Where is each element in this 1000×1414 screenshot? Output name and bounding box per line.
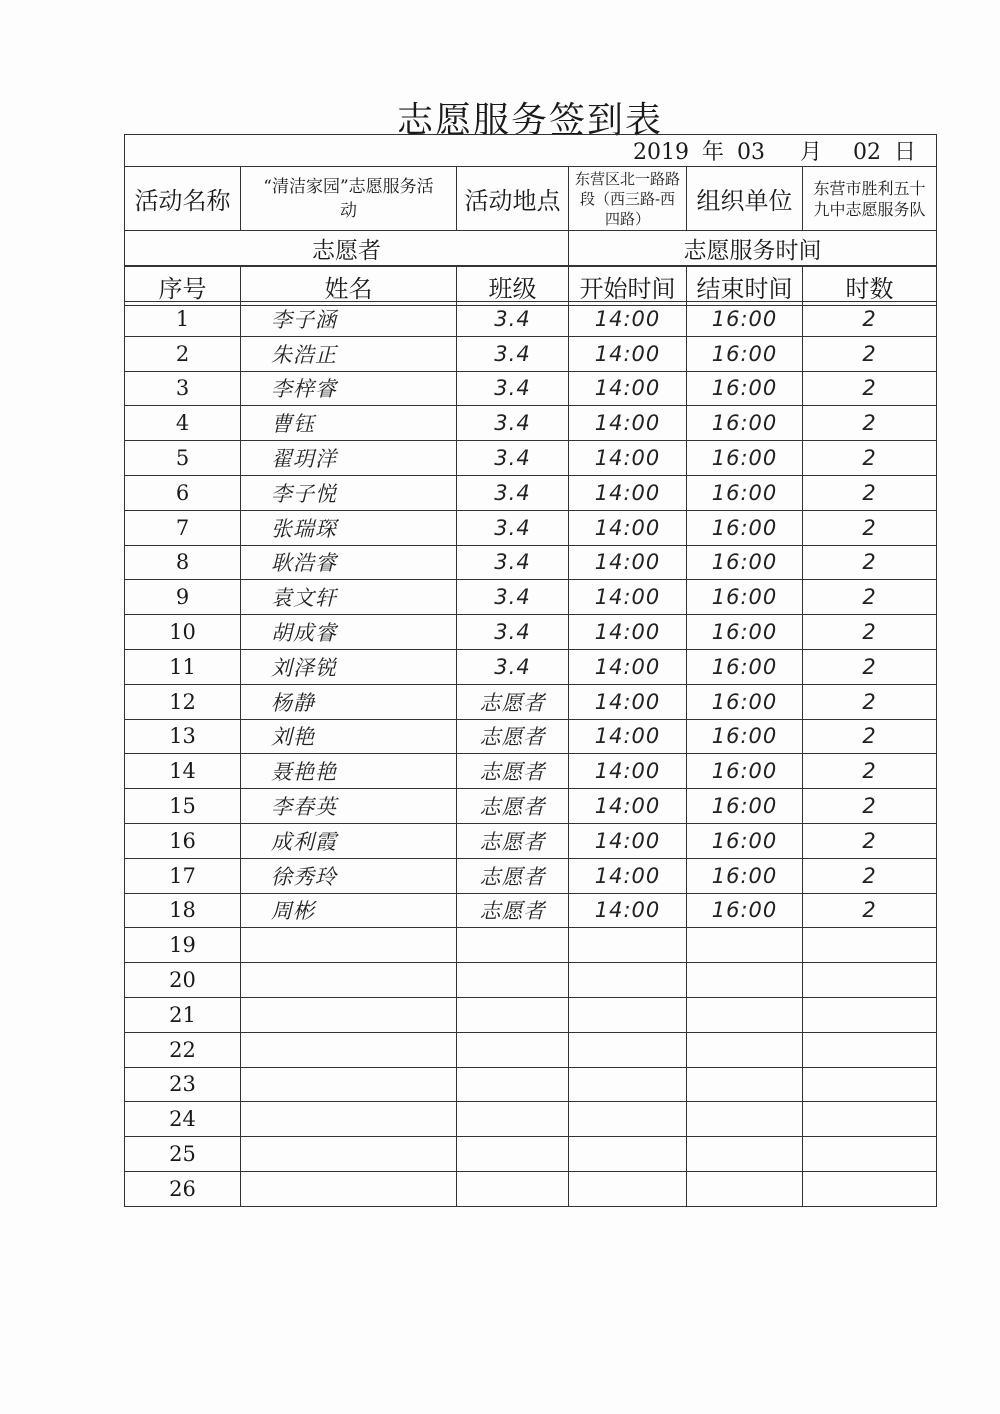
table-row bbox=[125, 928, 937, 963]
row-no: 2 bbox=[125, 336, 241, 371]
table-row bbox=[125, 1067, 937, 1102]
table-row bbox=[125, 302, 937, 337]
row-end: 16:00 bbox=[687, 336, 803, 371]
date-month-label: 月 bbox=[799, 140, 822, 165]
row-no: 12 bbox=[125, 684, 241, 719]
row-hours bbox=[803, 997, 937, 1032]
row-start: 14:00 bbox=[569, 475, 687, 510]
row-start: 14:00 bbox=[569, 649, 687, 684]
row-no: 11 bbox=[125, 649, 241, 684]
row-no: 16 bbox=[125, 823, 241, 858]
row-end: 16:00 bbox=[687, 302, 803, 337]
row-end bbox=[687, 928, 803, 963]
organizer-value: 东营市胜利五十九中志愿服务队 bbox=[803, 167, 937, 231]
row-hours: 2 bbox=[803, 754, 937, 789]
row-class: 3.4 bbox=[457, 510, 569, 545]
row-end: 16:00 bbox=[687, 719, 803, 754]
group-row bbox=[125, 231, 937, 266]
row-class: 3.4 bbox=[457, 615, 569, 650]
row-name: 徐秀玲 bbox=[241, 858, 457, 893]
row-name: 翟玥洋 bbox=[241, 441, 457, 476]
row-start bbox=[569, 1171, 687, 1206]
row-name: 胡成睿 bbox=[241, 615, 457, 650]
row-class: 3.4 bbox=[457, 475, 569, 510]
row-class bbox=[457, 1032, 569, 1067]
row-no: 4 bbox=[125, 406, 241, 441]
row-start bbox=[569, 1067, 687, 1102]
row-start: 14:00 bbox=[569, 580, 687, 615]
row-hours: 2 bbox=[803, 893, 937, 928]
row-hours: 2 bbox=[803, 719, 937, 754]
row-start: 14:00 bbox=[569, 719, 687, 754]
row-end: 16:00 bbox=[687, 754, 803, 789]
row-end: 16:00 bbox=[687, 893, 803, 928]
row-hours: 2 bbox=[803, 302, 937, 337]
row-end: 16:00 bbox=[687, 823, 803, 858]
col-class: 班级 bbox=[457, 267, 569, 306]
service-time-group-header: 志愿服务时间 bbox=[569, 231, 937, 266]
row-no: 22 bbox=[125, 1032, 241, 1067]
row-no: 7 bbox=[125, 510, 241, 545]
row-start bbox=[569, 963, 687, 998]
row-no: 9 bbox=[125, 580, 241, 615]
row-hours bbox=[803, 1171, 937, 1206]
row-start: 14:00 bbox=[569, 510, 687, 545]
date-cell bbox=[125, 135, 937, 167]
row-name: 曹钰 bbox=[241, 406, 457, 441]
row-name: 袁文轩 bbox=[241, 580, 457, 615]
row-name bbox=[241, 1102, 457, 1137]
row-class: 3.4 bbox=[457, 302, 569, 337]
row-end bbox=[687, 963, 803, 998]
row-name bbox=[241, 928, 457, 963]
row-class bbox=[457, 928, 569, 963]
table-row bbox=[125, 997, 937, 1032]
table-row bbox=[125, 1102, 937, 1137]
row-end: 16:00 bbox=[687, 510, 803, 545]
row-name: 刘泽锐 bbox=[241, 649, 457, 684]
row-no: 23 bbox=[125, 1067, 241, 1102]
table-row bbox=[125, 406, 937, 441]
row-name: 朱浩正 bbox=[241, 336, 457, 371]
row-class bbox=[457, 1067, 569, 1102]
row-class: 3.4 bbox=[457, 649, 569, 684]
row-name: 聂艳艳 bbox=[241, 754, 457, 789]
table-row bbox=[125, 545, 937, 580]
row-start: 14:00 bbox=[569, 441, 687, 476]
table-row bbox=[125, 684, 937, 719]
row-class: 志愿者 bbox=[457, 893, 569, 928]
row-no: 26 bbox=[125, 1171, 241, 1206]
row-class: 3.4 bbox=[457, 406, 569, 441]
row-hours: 2 bbox=[803, 684, 937, 719]
row-end bbox=[687, 997, 803, 1032]
row-no: 18 bbox=[125, 893, 241, 928]
row-class: 3.4 bbox=[457, 371, 569, 406]
row-end bbox=[687, 1067, 803, 1102]
row-end: 16:00 bbox=[687, 858, 803, 893]
row-end: 16:00 bbox=[687, 371, 803, 406]
row-hours bbox=[803, 1137, 937, 1172]
column-header-table bbox=[124, 266, 937, 306]
column-header-row bbox=[125, 267, 937, 306]
row-end: 16:00 bbox=[687, 475, 803, 510]
row-start: 14:00 bbox=[569, 336, 687, 371]
row-end: 16:00 bbox=[687, 684, 803, 719]
row-class bbox=[457, 1171, 569, 1206]
row-hours: 2 bbox=[803, 789, 937, 824]
signin-table-body bbox=[125, 302, 937, 1207]
table-row bbox=[125, 1032, 937, 1067]
date-month: 03 bbox=[736, 140, 765, 165]
activity-name-value: “清洁家园”志愿服务活动 bbox=[241, 167, 457, 231]
row-end bbox=[687, 1032, 803, 1067]
row-class bbox=[457, 963, 569, 998]
row-hours: 2 bbox=[803, 475, 937, 510]
row-start: 14:00 bbox=[569, 858, 687, 893]
row-hours bbox=[803, 928, 937, 963]
location-value: 东营区北一路路段（西三路-西四路） bbox=[569, 167, 687, 231]
row-start bbox=[569, 1137, 687, 1172]
row-hours: 2 bbox=[803, 858, 937, 893]
page-title: 志愿服务签到表 bbox=[396, 100, 663, 141]
table-row bbox=[125, 893, 937, 928]
row-name bbox=[241, 997, 457, 1032]
date-day: 02 bbox=[853, 140, 881, 165]
row-class: 志愿者 bbox=[457, 754, 569, 789]
row-start: 14:00 bbox=[569, 684, 687, 719]
table-row bbox=[125, 963, 937, 998]
row-end: 16:00 bbox=[687, 441, 803, 476]
row-no: 5 bbox=[125, 441, 241, 476]
table-row bbox=[125, 1171, 937, 1206]
row-hours: 2 bbox=[803, 580, 937, 615]
row-class: 志愿者 bbox=[457, 684, 569, 719]
row-start: 14:00 bbox=[569, 823, 687, 858]
row-hours bbox=[803, 1032, 937, 1067]
row-name: 耿浩睿 bbox=[241, 545, 457, 580]
row-hours: 2 bbox=[803, 441, 937, 476]
row-no: 15 bbox=[125, 789, 241, 824]
row-no: 3 bbox=[125, 371, 241, 406]
row-start: 14:00 bbox=[569, 789, 687, 824]
row-hours bbox=[803, 963, 937, 998]
row-start bbox=[569, 997, 687, 1032]
row-start: 14:00 bbox=[569, 371, 687, 406]
row-end bbox=[687, 1102, 803, 1137]
row-name: 李子涵 bbox=[241, 302, 457, 337]
row-class bbox=[457, 1137, 569, 1172]
signin-table bbox=[124, 301, 937, 1207]
row-name: 李梓睿 bbox=[241, 371, 457, 406]
row-class bbox=[457, 1102, 569, 1137]
row-class: 3.4 bbox=[457, 441, 569, 476]
row-hours bbox=[803, 1067, 937, 1102]
col-end: 结束时间 bbox=[687, 267, 803, 306]
row-no: 21 bbox=[125, 997, 241, 1032]
row-name bbox=[241, 1171, 457, 1206]
row-start: 14:00 bbox=[569, 302, 687, 337]
row-class: 志愿者 bbox=[457, 789, 569, 824]
table-row bbox=[125, 1137, 937, 1172]
table-row bbox=[125, 719, 937, 754]
row-name: 杨静 bbox=[241, 684, 457, 719]
col-hours: 时数 bbox=[803, 267, 937, 306]
row-name: 周彬 bbox=[241, 893, 457, 928]
row-hours: 2 bbox=[803, 545, 937, 580]
row-hours: 2 bbox=[803, 823, 937, 858]
location-label: 活动地点 bbox=[457, 167, 569, 231]
info-row bbox=[125, 167, 937, 231]
row-end: 16:00 bbox=[687, 649, 803, 684]
row-end: 16:00 bbox=[687, 545, 803, 580]
row-hours: 2 bbox=[803, 336, 937, 371]
row-start bbox=[569, 1032, 687, 1067]
row-name bbox=[241, 1137, 457, 1172]
table-row bbox=[125, 754, 937, 789]
row-no: 14 bbox=[125, 754, 241, 789]
row-hours: 2 bbox=[803, 371, 937, 406]
row-start bbox=[569, 1102, 687, 1137]
table-row bbox=[125, 475, 937, 510]
row-name: 刘艳 bbox=[241, 719, 457, 754]
row-class: 志愿者 bbox=[457, 823, 569, 858]
row-class: 3.4 bbox=[457, 580, 569, 615]
row-no: 17 bbox=[125, 858, 241, 893]
date-day-label: 日 bbox=[894, 140, 917, 165]
col-no: 序号 bbox=[125, 267, 241, 306]
table-row bbox=[125, 441, 937, 476]
row-name: 成利霞 bbox=[241, 823, 457, 858]
row-hours: 2 bbox=[803, 615, 937, 650]
row-name bbox=[241, 963, 457, 998]
row-class: 3.4 bbox=[457, 336, 569, 371]
row-name bbox=[241, 1032, 457, 1067]
row-hours bbox=[803, 1102, 937, 1137]
col-start: 开始时间 bbox=[569, 267, 687, 306]
row-class bbox=[457, 997, 569, 1032]
row-end bbox=[687, 1171, 803, 1206]
row-no: 20 bbox=[125, 963, 241, 998]
table-row bbox=[125, 371, 937, 406]
row-hours: 2 bbox=[803, 649, 937, 684]
row-class: 志愿者 bbox=[457, 719, 569, 754]
row-no: 6 bbox=[125, 475, 241, 510]
row-class: 3.4 bbox=[457, 545, 569, 580]
row-start bbox=[569, 928, 687, 963]
table-row bbox=[125, 858, 937, 893]
volunteer-group-header: 志愿者 bbox=[125, 231, 569, 266]
row-no: 10 bbox=[125, 615, 241, 650]
row-no: 1 bbox=[125, 302, 241, 337]
row-name: 李子悦 bbox=[241, 475, 457, 510]
row-end bbox=[687, 1137, 803, 1172]
row-start: 14:00 bbox=[569, 893, 687, 928]
organizer-label: 组织单位 bbox=[687, 167, 803, 231]
row-no: 24 bbox=[125, 1102, 241, 1137]
row-hours: 2 bbox=[803, 510, 937, 545]
row-name: 张瑞琛 bbox=[241, 510, 457, 545]
table-row bbox=[125, 789, 937, 824]
header-table bbox=[124, 134, 937, 266]
date-row bbox=[125, 135, 937, 167]
row-name bbox=[241, 1067, 457, 1102]
table-row bbox=[125, 510, 937, 545]
activity-name-label: 活动名称 bbox=[125, 167, 241, 231]
row-no: 8 bbox=[125, 545, 241, 580]
row-no: 25 bbox=[125, 1137, 241, 1172]
col-name: 姓名 bbox=[241, 267, 457, 306]
row-end: 16:00 bbox=[687, 406, 803, 441]
row-end: 16:00 bbox=[687, 789, 803, 824]
row-end: 16:00 bbox=[687, 580, 803, 615]
row-name: 李春英 bbox=[241, 789, 457, 824]
table-row bbox=[125, 649, 937, 684]
table-row bbox=[125, 615, 937, 650]
table-row bbox=[125, 580, 937, 615]
table-row bbox=[125, 336, 937, 371]
row-hours: 2 bbox=[803, 406, 937, 441]
row-no: 13 bbox=[125, 719, 241, 754]
row-start: 14:00 bbox=[569, 615, 687, 650]
row-no: 19 bbox=[125, 928, 241, 963]
row-start: 14:00 bbox=[569, 545, 687, 580]
table-row bbox=[125, 823, 937, 858]
date-year: 2019 bbox=[632, 140, 689, 165]
row-start: 14:00 bbox=[569, 754, 687, 789]
row-class: 志愿者 bbox=[457, 858, 569, 893]
date-year-label: 年 bbox=[701, 140, 724, 165]
row-end: 16:00 bbox=[687, 615, 803, 650]
row-start: 14:00 bbox=[569, 406, 687, 441]
